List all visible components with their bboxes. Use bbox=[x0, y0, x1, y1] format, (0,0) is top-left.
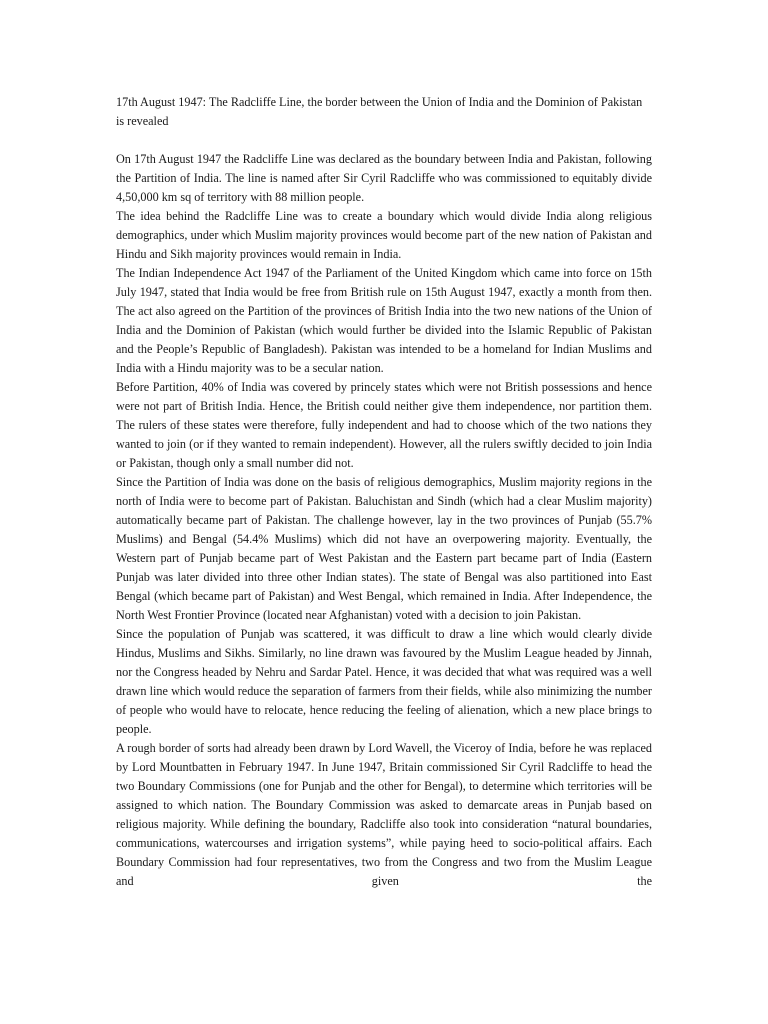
document-body bbox=[116, 150, 652, 891]
paragraph-7: A rough border of sorts had already been drawn by Lord Wavell, the Viceroy of India, before he was replaced by Lord Mountbatten in February 1947. In June 1947, Britain commissioned Sir Cyril Radcliffe to head the two Boundary Commissions (one for Punjab and the other for Bengal), to determine which territories will be assigned to which nation. The Boundary Commission was asked to demarcate areas in Punjab based on religious majority. While defining the boundary, Radcliffe also took into consideration “natural boundaries, communications, watercourses and irrigation systems”, while paying heed to socio-political affairs. Each Boundary Commission had four representatives, two from the Congress and two from the Muslim League and given the bbox=[116, 741, 652, 888]
paragraph-2: The idea behind the Radcliffe Line was to create a boundary which would divide India along religious demographics, under which Muslim majority provinces would become part of the new nation of Pakistan and Hindu and Sikh majority provinces would remain in India. bbox=[116, 209, 652, 261]
paragraph-5: Since the Partition of India was done on the basis of religious demographics, Muslim majority regions in the north of India were to become part of Pakistan. Baluchistan and Sindh (which had a clear Muslim majority) automatically became part of Pakistan. The challenge however, lay in the two provinces of Punjab (55.7% Muslims) and Bengal (54.4% Muslims) which did not have an overpowering majority. Eventually, the Western part of Punjab became part of West Pakistan and the Eastern part became part of India (Eastern Punjab was later divided into three other Indian states). The state of Bengal was also partitioned into East Bengal (which became part of Pakistan) and West Bengal, which remained in India. After Independence, the North West Frontier Province (located near Afghanistan) voted with a decision to join Pakistan. bbox=[116, 475, 652, 622]
paragraph-3: The Indian Independence Act 1947 of the Parliament of the United Kingdom which came into force on 15th July 1947, stated that India would be free from British rule on 15th August 1947, exactly a month from then. The act also agreed on the Partition of the provinces of British India into the two new nations of the Union of India and the Dominion of Pakistan (which would further be divided into the Islamic Republic of Pakistan and the People’s Republic of Bangladesh). Pakistan was intended to be a homeland for Indian Muslims and India with a Hindu majority was to be a secular nation. bbox=[116, 266, 652, 375]
paragraph-1: On 17th August 1947 the Radcliffe Line was declared as the boundary between India and Pakistan, following the Partition of India. The line is named after Sir Cyril Radcliffe who was commissioned to equitably divide 4,50,000 km sq of territory with 88 million people. bbox=[116, 152, 652, 204]
paragraph-6: Since the population of Punjab was scattered, it was difficult to draw a line which would clearly divide Hindus, Muslims and Sikhs. Similarly, no line drawn was favoured by the Muslim League headed by Jinnah, nor the Congress headed by Nehru and Sardar Patel. Hence, it was decided that what was required was a well drawn line which would reduce the separation of farmers from their fields, while also minimizing the number of people who would have to relocate, hence reducing the feeling of alienation, which a new place brings to people. bbox=[116, 627, 652, 736]
document-title: 17th August 1947: The Radcliffe Line, the border between the Union of India and the Dominion of Pakistan is revealed bbox=[116, 95, 643, 128]
document-page bbox=[116, 93, 652, 891]
paragraph-4: Before Partition, 40% of India was covered by princely states which were not British possessions and hence were not part of British India. Hence, the British could neither give them independence, nor partition them. The rulers of these states were therefore, fully independent and had to choose which of the two nations they wanted to join (or if they wanted to remain independent). However, all the rulers swiftly decided to join India or Pakistan, though only a small number did not. bbox=[116, 380, 652, 470]
